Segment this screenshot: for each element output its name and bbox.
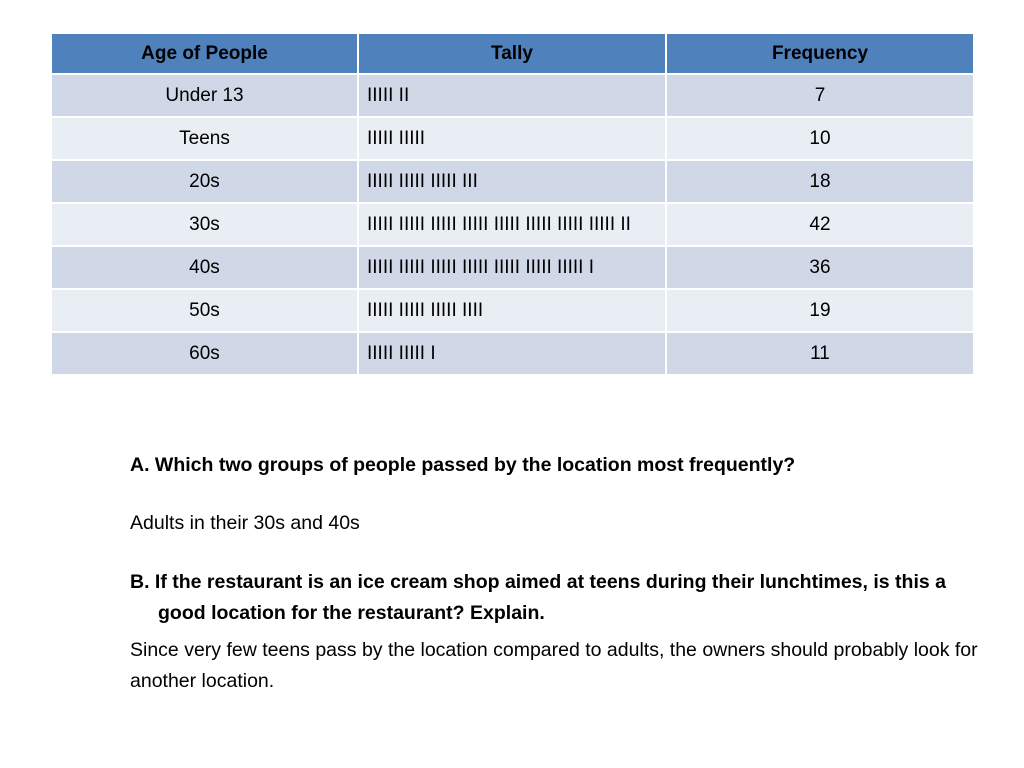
frequency-table bbox=[52, 34, 973, 376]
question-a: A. Which two groups of people passed by the location most frequently? bbox=[130, 454, 796, 476]
table-row bbox=[52, 332, 973, 375]
header-age: Age of People bbox=[52, 34, 358, 74]
table-row bbox=[52, 203, 973, 246]
tally-cell: IIIII II bbox=[358, 74, 666, 117]
age-cell: 30s bbox=[52, 203, 358, 246]
table-row bbox=[52, 160, 973, 203]
tally-cell: IIIII IIIII IIIII III bbox=[358, 160, 666, 203]
frequency-cell: 42 bbox=[666, 203, 973, 246]
tally-cell: IIIII IIIII IIIII IIIII IIIII IIIII IIIII IIIII II bbox=[358, 203, 666, 246]
header-tally: Tally bbox=[358, 34, 666, 74]
question-b: B. If the restaurant is an ice cream shop aimed at teens during their lunchtimes, is this a good location for the restaurant? Explain. bbox=[130, 571, 946, 624]
answer-b: Since very few teens pass by the location compared to adults, the owners should probably look for another location. bbox=[130, 639, 978, 692]
frequency-cell: 11 bbox=[666, 332, 973, 375]
frequency-cell: 36 bbox=[666, 246, 973, 289]
tally-cell: IIIII IIIII IIIII IIII bbox=[358, 289, 666, 332]
frequency-cell: 7 bbox=[666, 74, 973, 117]
frequency-cell: 18 bbox=[666, 160, 973, 203]
age-cell: 60s bbox=[52, 332, 358, 375]
tally-cell: IIIII IIIII IIIII IIIII IIIII IIIII IIIII I bbox=[358, 246, 666, 289]
question-answer-section bbox=[130, 450, 990, 697]
age-cell: 50s bbox=[52, 289, 358, 332]
answer-a: Adults in their 30s and 40s bbox=[130, 512, 360, 534]
header-frequency: Frequency bbox=[666, 34, 973, 74]
frequency-cell: 10 bbox=[666, 117, 973, 160]
age-cell: Under 13 bbox=[52, 74, 358, 117]
table-row bbox=[52, 117, 973, 160]
table-row bbox=[52, 74, 973, 117]
table-row bbox=[52, 289, 973, 332]
age-cell: Teens bbox=[52, 117, 358, 160]
age-cell: 40s bbox=[52, 246, 358, 289]
age-cell: 20s bbox=[52, 160, 358, 203]
frequency-cell: 19 bbox=[666, 289, 973, 332]
tally-cell: IIIII IIIII bbox=[358, 117, 666, 160]
table-row bbox=[52, 246, 973, 289]
table-header-row bbox=[52, 34, 973, 74]
tally-cell: IIIII IIIII I bbox=[358, 332, 666, 375]
